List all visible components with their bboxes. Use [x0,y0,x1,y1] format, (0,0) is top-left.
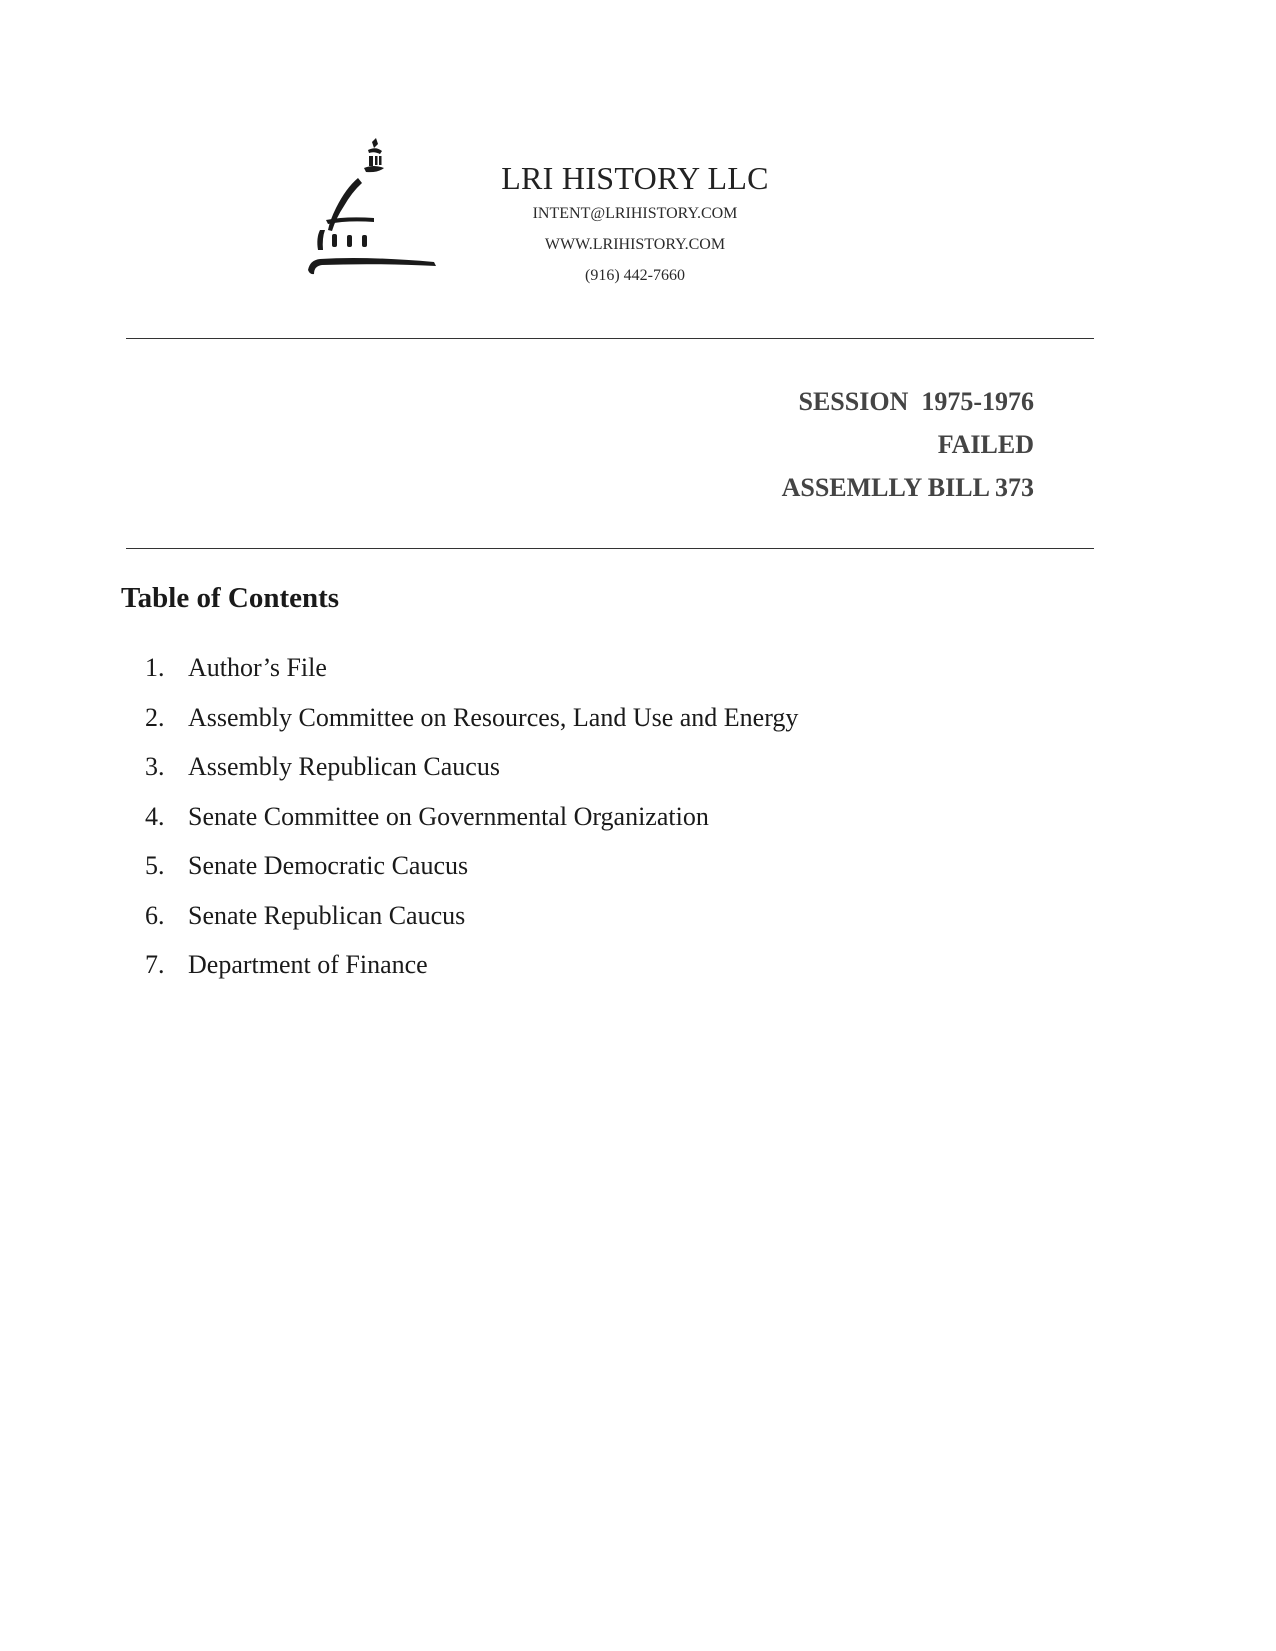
toc-item [145,792,798,842]
bottom-divider [126,548,1094,549]
top-divider [126,338,1094,339]
toc-item-label: Senate Republican Caucus [188,900,466,930]
toc-item [145,693,798,743]
bill-info [782,380,1034,509]
toc-item-number: 1. [145,653,165,682]
status-label: FAILED [937,430,1034,459]
capitol-dome-icon [306,138,446,296]
toc-item [145,841,798,891]
toc-item-number: 3. [145,752,165,781]
toc-item-number: 2. [145,702,165,732]
toc-title: Table of Contents [121,582,340,614]
letterhead [470,158,800,291]
toc-item-number: 6. [145,900,165,930]
toc-item-number: 7. [145,950,165,979]
toc-list [145,643,798,990]
toc-item-label: Author’s File [188,653,327,682]
org-name: LRI HISTORY LLC [501,160,769,196]
toc-item [145,891,798,941]
org-email: INTENT@LRIHISTORY.COM [532,205,738,222]
toc-item-label: Assembly Committee on Resources, Land Use and Energy [188,702,799,732]
session-label: SESSION 1975-1976 [798,387,1034,416]
toc-item [145,643,798,693]
toc-item [145,742,798,792]
toc-item-label: Assembly Republican Caucus [188,752,500,781]
toc-item-number: 5. [145,851,165,880]
toc-item-number: 4. [145,801,165,831]
toc-item-label: Senate Democratic Caucus [188,851,469,880]
toc-item [145,940,798,990]
toc-item-label: Department of Finance [188,950,428,979]
toc-item-label: Senate Committee on Governmental Organization [188,801,709,831]
bill-label: ASSEMLLY BILL 373 [781,473,1034,502]
org-website: WWW.LRIHISTORY.COM [544,236,726,253]
org-phone: (916) 442-7660 [585,267,685,284]
